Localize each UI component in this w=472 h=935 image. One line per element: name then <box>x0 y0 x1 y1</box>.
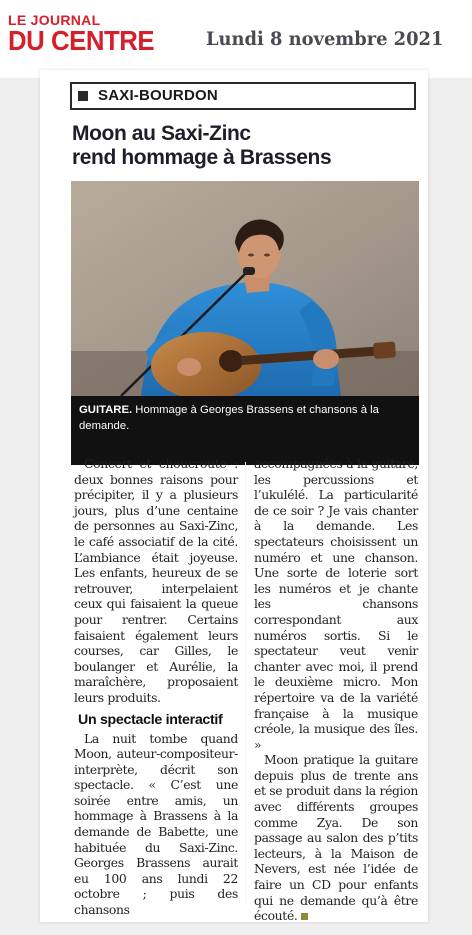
subheading: Un spectacle interactif <box>78 711 223 728</box>
headline-line-2: rend hommage à Brassens <box>72 146 332 169</box>
article-clipping <box>40 70 428 922</box>
caption-text: Hommage à Georges Brassens et chansons à la demande. <box>79 404 379 432</box>
section-label: SAXI-BOURDON <box>98 87 218 104</box>
article-column-right <box>254 456 418 924</box>
section-square-icon <box>78 91 88 101</box>
closing-text: Moon pratique la guitare depuis plus de trente ans et se produit dans la région avec différents groupes comme Zya. De son passage au salon des p’tits lecteurs, à la Maison de Nevers, est née l’idée de faire un CD pour enfants qui ne demande qu’à être écouté. <box>254 752 418 924</box>
paragraph-spectacle: La nuit tombe quand Moon, auteur-compositeur-interprète, décrit son spectacle. « C’est une soirée entre amis, un hommage à Brassens à la demande de Babette, une habituée du Saxi-Zinc. Georges Brassens aurait eu 100 ans lundi 22 octobre ; puis des chansons <box>74 730 238 918</box>
headline-line-1: Moon au Saxi-Zinc <box>72 122 251 145</box>
column-divider <box>245 462 246 902</box>
paragraph-intro: Concert et choucroute : deux bonnes raisons pour précipiter, il y a plusieurs jours, plus d’une centaine de personnes au Saxi-Zinc, le café associatif de la cité. L’ambiance était joyeuse. Les enfants, heureux de se retrouver, interpelaient ceux qui faisaient la queue pour rentrer. Certains faisaient également leurs courses, car Gilles, le boulanger et Aurélie, la maraîchère, proposaient leurs produits. <box>74 456 238 705</box>
caption-label: GUITARE. <box>79 404 133 416</box>
logo-line-1: LE JOURNAL <box>8 12 101 28</box>
newspaper-logo[interactable] <box>8 13 168 55</box>
section-header <box>70 82 416 110</box>
masthead <box>0 0 472 78</box>
paragraph-continued: accompagnées à la guitare, les percussions et l’ukulélé. La particularité de ce soir ? Je vais chanter à la demande. Les spectateurs choisissent un numéro et une chanson. Une sorte de loterie sort les numéros et je chante les chansons correspondant aux numéros sortis. Si le spectateur veut venir chanter avec moi, il prend le deuxième micro. Mon répertoire va de la variété française à la musique créole, la musique des îles. » <box>254 456 418 752</box>
end-of-article-icon <box>301 913 308 920</box>
article-column-left <box>74 456 238 918</box>
paragraph-closing <box>254 752 418 924</box>
publication-date: Lundi 8 novembre 2021 <box>206 28 444 50</box>
article-headline <box>72 122 412 170</box>
photo-caption <box>71 396 419 465</box>
guitarist-photo-illustration <box>71 181 419 396</box>
logo-line-2: DU CENTRE <box>8 25 155 56</box>
